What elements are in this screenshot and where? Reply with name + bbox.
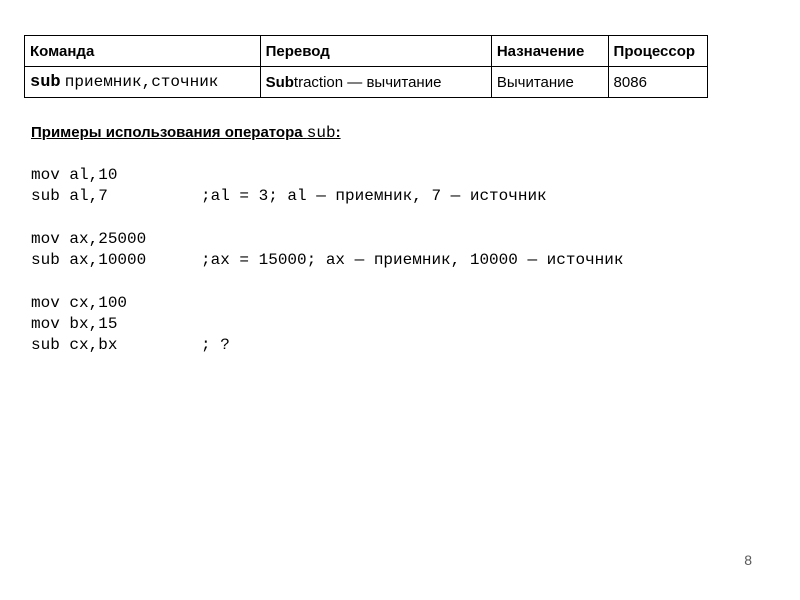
translation-rest: traction — вычитание — [293, 73, 442, 91]
code-line — [31, 250, 623, 271]
code-line — [31, 293, 623, 314]
code-comment: ; ? — [201, 336, 230, 355]
code-instruction: mov ax,25000 — [31, 229, 147, 248]
examples-heading-suffix: : — [335, 124, 341, 141]
code-instruction: sub al,7 — [31, 187, 108, 206]
command-name: sub — [30, 72, 61, 92]
cell-command — [25, 67, 261, 98]
code-line — [31, 165, 623, 186]
code-comment: ;al = 3; al — приемник, 7 — источник — [201, 187, 547, 206]
table-row — [25, 67, 708, 98]
cell-processor: 8086 — [608, 67, 707, 98]
code-comment: ;ax = 15000; ax — приемник, 10000 — источник — [201, 251, 624, 270]
command-operands: приемник,сточник — [64, 72, 219, 91]
header-processor: Процессор — [608, 36, 707, 67]
translation-highlight: Sub — [265, 73, 294, 91]
page-number: 8 — [744, 552, 752, 568]
code-line — [31, 335, 623, 356]
examples-heading-code: sub — [306, 124, 336, 142]
examples-heading-text: Примеры использования оператора — [31, 124, 307, 141]
code-instruction: mov al,10 — [31, 166, 118, 184]
code-instruction: mov bx,15 — [31, 315, 118, 334]
code-line — [31, 229, 623, 250]
code-instruction: sub cx,bx — [31, 336, 118, 355]
code-line — [31, 314, 623, 335]
code-instruction: mov cx,100 — [31, 293, 128, 312]
command-table — [24, 35, 708, 98]
table-header-row — [25, 36, 708, 67]
code-examples — [31, 165, 623, 357]
cell-translation — [260, 67, 491, 98]
header-command: Команда — [25, 36, 261, 67]
code-instruction: sub ax,10000 — [31, 251, 147, 270]
cell-purpose: Вычитание — [491, 67, 608, 98]
header-translation: Перевод — [260, 36, 491, 67]
examples-heading — [31, 124, 341, 142]
code-spacer — [31, 208, 623, 229]
header-purpose: Назначение — [491, 36, 608, 67]
code-line — [31, 186, 623, 207]
code-spacer — [31, 271, 623, 292]
